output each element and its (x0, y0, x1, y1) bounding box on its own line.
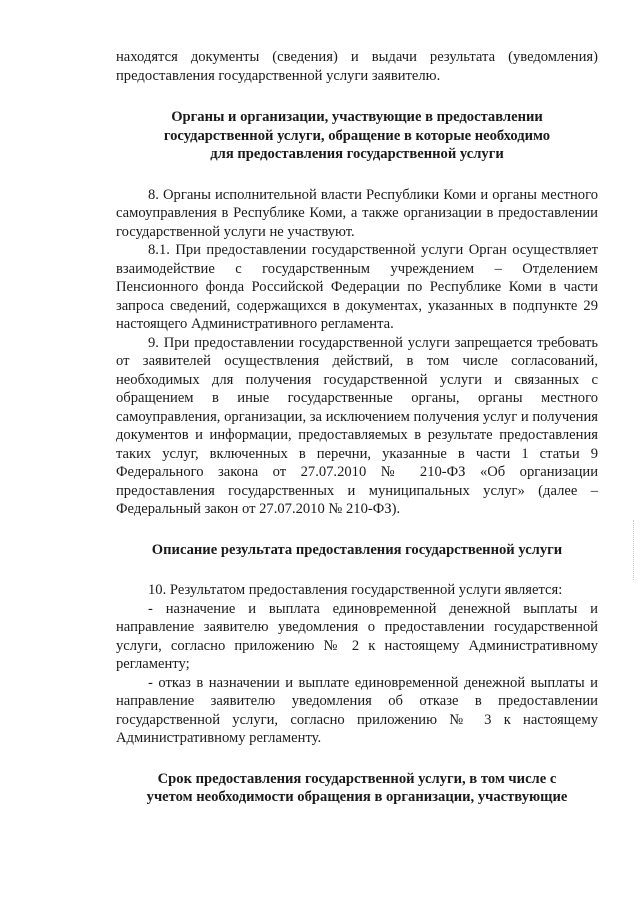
heading-term (116, 770, 598, 807)
heading-organs (116, 108, 598, 164)
paragraph-10: 10. Результатом предоставления государственной услуги является: (148, 582, 563, 598)
paragraph-8: 8. Органы исполнительной власти Республики Коми и органы местного самоуправления в Республике Коми, а также организации в предоставлении государственной услуги не участвуют. (116, 186, 598, 240)
scan-edge-mark (632, 520, 634, 580)
heading-term-line: учетом необходимости обращения в организации, участвующие (146, 789, 568, 805)
intro-paragraph: находятся документы (сведения) и выдачи результата (уведомления) предоставления государственной услуги заявителю. (116, 49, 598, 84)
result-item: - отказ в назначении и выплате единовременной денежной выплаты и направление заявителю уведомления об отказе в предоставлении государственной услуги, согласно приложению № 3 к настоящему Административному регламенту. (116, 674, 598, 746)
paragraph-8-1: 8.1. При предоставлении государственной услуги Орган осуществляет взаимодействие с государственным учреждением – Отделением Пенсионного фонда Российской Федерации по Республике Коми в части запроса сведений, содержащихся в документах, указанных в подпункте 29 настоящего Административного регламента. (116, 242, 598, 332)
result-item: - назначение и выплата единовременной денежной выплаты и направление заявителю уведомления о предоставлении государственной услуги, согласно приложению № 2 к настоящему Административному регламенту; (116, 600, 598, 672)
paragraph-9: 9. При предоставлении государственной услуги запрещается требовать от заявителей осуществления действий, в том числе согласований, необходимых для получения государственной услуги и связанных с обращением в иные государственные органы, органы местного самоуправления, организации, за исключением получения услуг и получения документов и информации, предоставляемых в результате предоставления таких услуг, включенных в перечни, указанные в части 1 статьи 9 Федерального закона от 27.07.2010 № 210-ФЗ «Об организации предоставления государственных и муниципальных услуг» (далее – Федеральный закон от 27.07.2010 № 210-ФЗ). (116, 334, 598, 517)
heading-result: Описание результата предоставления государственной услуги (151, 541, 563, 558)
heading-organs-line: государственной услуги, обращение в которые необходимо (163, 127, 551, 144)
heading-term-line: Срок предоставления государственной услуги, в том числе с (157, 770, 557, 787)
heading-organs-line: Органы и организации, участвующие в предоставлении (171, 109, 543, 125)
document-body (116, 48, 598, 807)
heading-organs-line: для предоставления государственной услуги (210, 146, 504, 162)
